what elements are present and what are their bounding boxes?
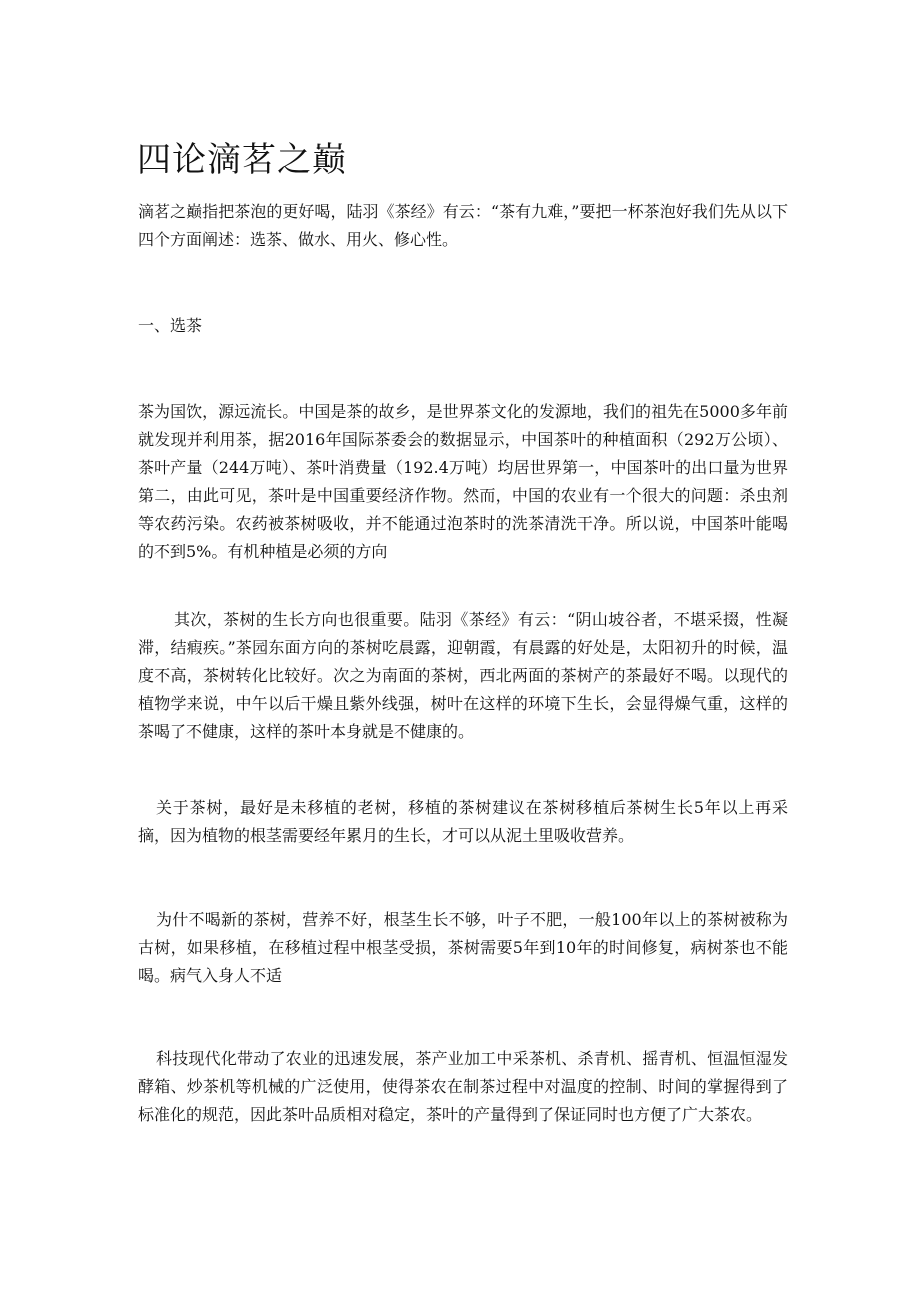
paragraph-3: 关于茶树，最好是未移植的老树，移植的茶树建议在茶树移植后茶树生长5年以上再采摘，因为植物的根茎需要经年累月的生长，才可以从泥土里吸收营养。 xyxy=(138,798,788,845)
paragraph-2: 其次，茶树的生长方向也很重要。陆羽《茶经》有云：“阴山坡谷者，不堪采掇，性凝滞，结瘕疾。”茶园东面方向的茶树吃晨露，迎朝霞，有晨露的好处是，太阳初升的时候，温度不高，茶树转化比较好。次之为南面的茶树，西北两面的茶树产的茶最好不喝。以现代的植物学来说，中午以后干燥且紫外线强，树叶在这样的环境下生长，会显得燥气重，这样的茶喝了不健康，这样的茶叶本身就是不健康的。 xyxy=(138,610,788,741)
paragraph-1: 茶为国饮，源远流长。中国是茶的故乡，是世界茶文化的发源地，我们的祖先在5000多年前就发现并利用茶，据2016年国际茶委会的数据显示，中国茶叶的种植面积（292万公顷）、茶叶产量（244万吨）、茶叶消费量（192.4万吨）均居世界第一，中国茶叶的出口量为世界第二，由此可见，茶叶是中国重要经济作物。然而，中国的农业有一个很大的问题：杀虫剂等农药污染。农药被茶树吸收，并不能通过泡茶时的洗茶清洗干净。所以说，中国茶叶能喝的不到5%。有机种植是必须的方向 xyxy=(138,402,788,561)
section-heading: 一、选茶 xyxy=(138,316,203,335)
intro-paragraph: 滴茗之巅指把茶泡的更好喝，陆羽《茶经》有云：“茶有九难，”要把一杯茶泡好我们先从以下四个方面阐述：选茶、做水、用火、修心性。 xyxy=(138,202,788,249)
paragraph-4: 为什不喝新的茶树，营养不好，根茎生长不够，叶子不肥，一般100年以上的茶树被称为古树，如果移植，在移植过程中根茎受损，茶树需要5年到10年的时间修复，病树茶也不能喝。病气入身人不适 xyxy=(138,910,788,985)
document-title: 四论滴茗之巅 xyxy=(137,140,347,180)
paragraph-5: 科技现代化带动了农业的迅速发展，茶产业加工中采茶机、杀青机、摇青机、恒温恒湿发酵箱、炒茶机等机械的广泛使用，使得茶农在制茶过程中对温度的控制、时间的掌握得到了标准化的规范，因此茶叶品质相对稳定，茶叶的产量得到了保证同时也方便了广大茶农。 xyxy=(138,1049,788,1124)
